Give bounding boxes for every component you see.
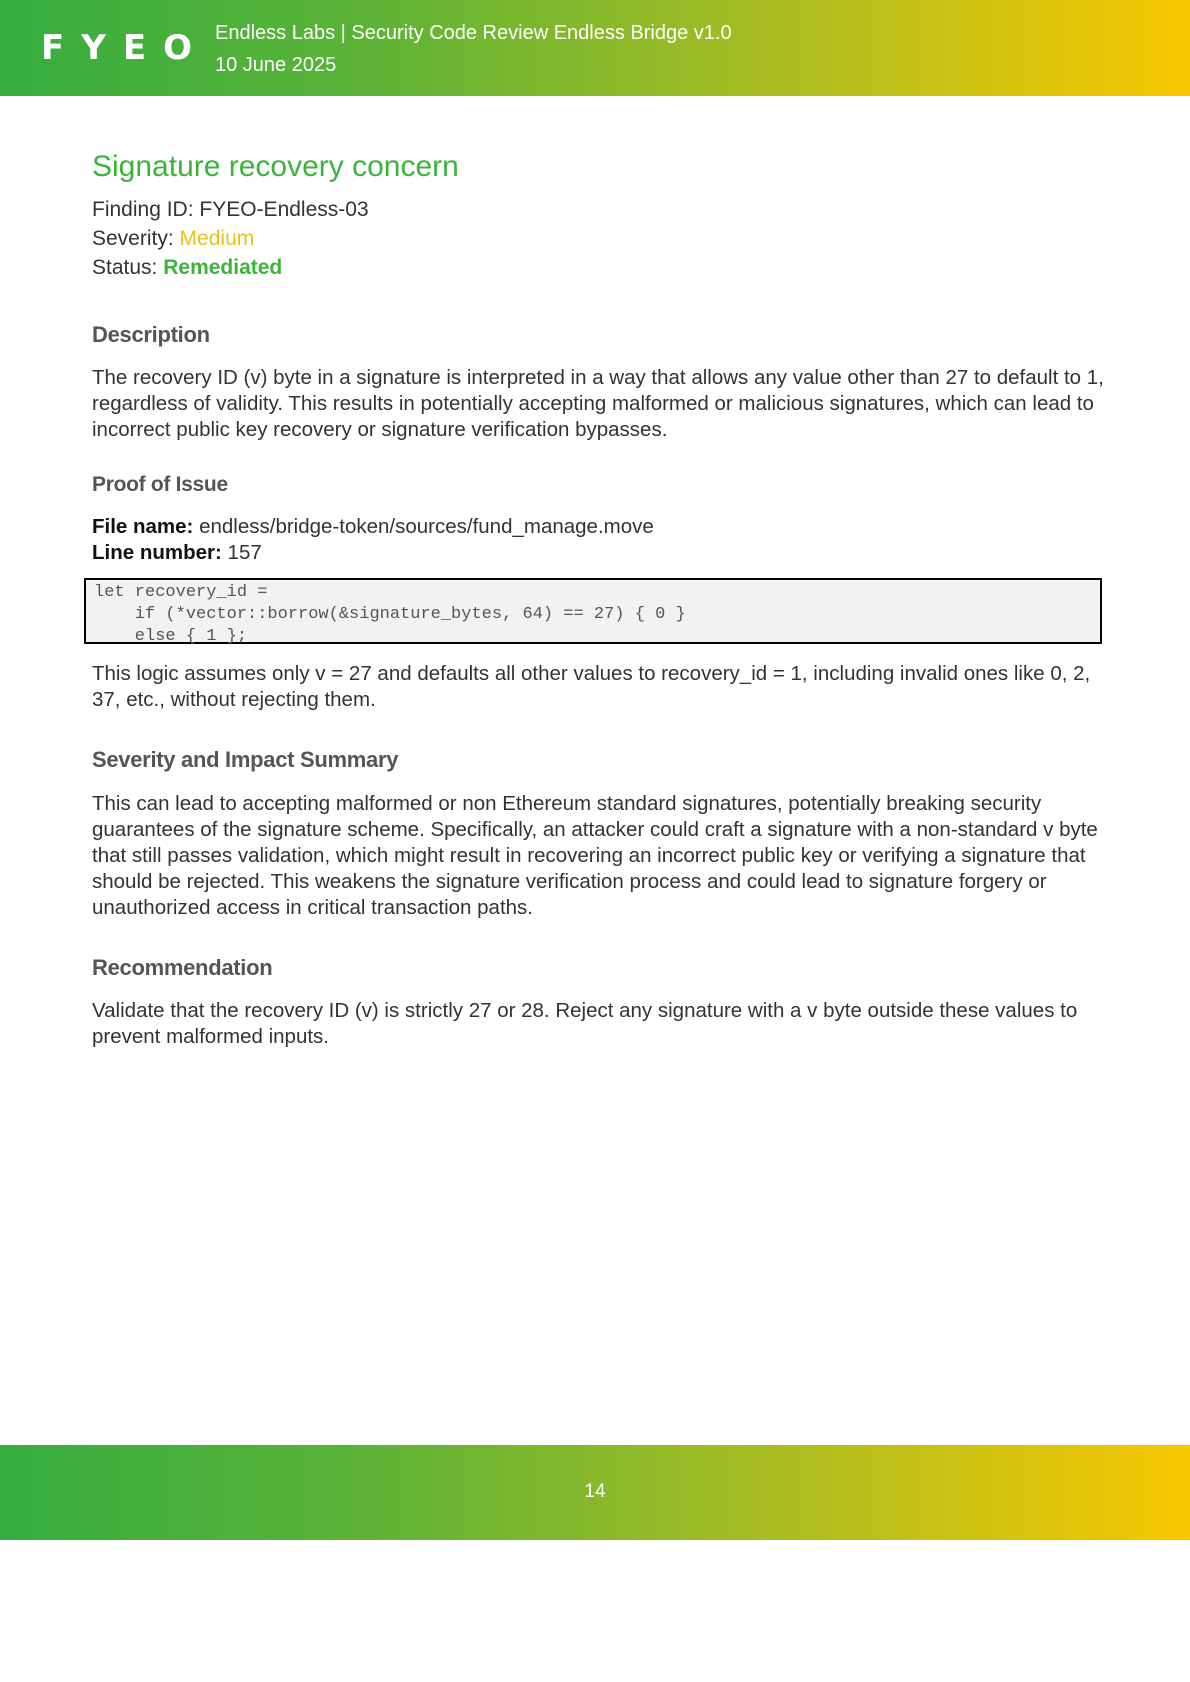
file-name-label: File name: xyxy=(92,515,194,538)
file-name-value: endless/bridge-token/sources/fund_manage.move xyxy=(199,515,654,538)
proof-heading: Proof of Issue xyxy=(92,473,228,496)
status-badge: Remediated xyxy=(163,256,283,279)
code-line: let recovery_id = xyxy=(94,583,268,602)
document-date: 10 June 2025 xyxy=(215,54,337,76)
finding-id-label: Finding ID: xyxy=(92,198,194,221)
status-label: Status: xyxy=(92,256,158,279)
impact-heading: Severity and Impact Summary xyxy=(92,747,399,772)
document-title: Endless Labs | Security Code Review Endless Bridge v1.0 xyxy=(215,22,732,44)
description-text: The recovery ID (v) byte in a signature is interpreted in a way that allows any value other than 27 to default to 1, regardless of validity. This results in potentially accepting malformed or malicious signatures, which can lead to incorrect public key recovery or signature verification bypasses. xyxy=(92,366,1104,441)
code-snippet xyxy=(84,578,1102,644)
page-number: 14 xyxy=(584,1481,606,1502)
line-number-label: Line number: xyxy=(92,541,222,564)
page-header xyxy=(0,0,1190,96)
line-number-value: 157 xyxy=(227,541,262,564)
finding-status xyxy=(92,254,282,282)
description-heading: Description xyxy=(92,322,210,347)
code-line: else { 1 }; xyxy=(94,627,248,646)
impact-text: This can lead to accepting malformed or non Ethereum standard signatures, potentially breaking security guarantees of the signature scheme. Specifically, an attacker could craft a signature with a non-standard v byte that still passes validation, which might result in recovering an incorrect public key or verifying a signature that should be rejected. This weakens the signature verification process and could lead to signature forgery or unauthorized access in critical transaction paths. xyxy=(92,792,1098,919)
finding-id-value: FYEO-Endless-03 xyxy=(199,198,369,221)
severity-badge: Medium xyxy=(179,227,255,250)
finding-severity xyxy=(92,225,254,253)
proof-explanation: This logic assumes only v = 27 and defaults all other values to recovery_id = 1, including invalid ones like 0, 2, 37, etc., without rejecting them. xyxy=(92,662,1091,711)
recommendation-text: Validate that the recovery ID (v) is strictly 27 or 28. Reject any signature with a v byte outside these values to prevent malformed inputs. xyxy=(92,999,1078,1048)
page-footer xyxy=(0,1445,1190,1540)
file-name xyxy=(92,514,654,540)
fyeo-logo: FYEO xyxy=(41,28,209,68)
recommendation-heading: Recommendation xyxy=(92,955,273,980)
finding-title: Signature recovery concern xyxy=(92,150,459,183)
finding-id xyxy=(92,196,369,224)
line-number xyxy=(92,540,262,566)
severity-label: Severity: xyxy=(92,227,174,250)
code-line: if (*vector::borrow(&signature_bytes, 64) == 27) { 0 } xyxy=(94,605,686,624)
